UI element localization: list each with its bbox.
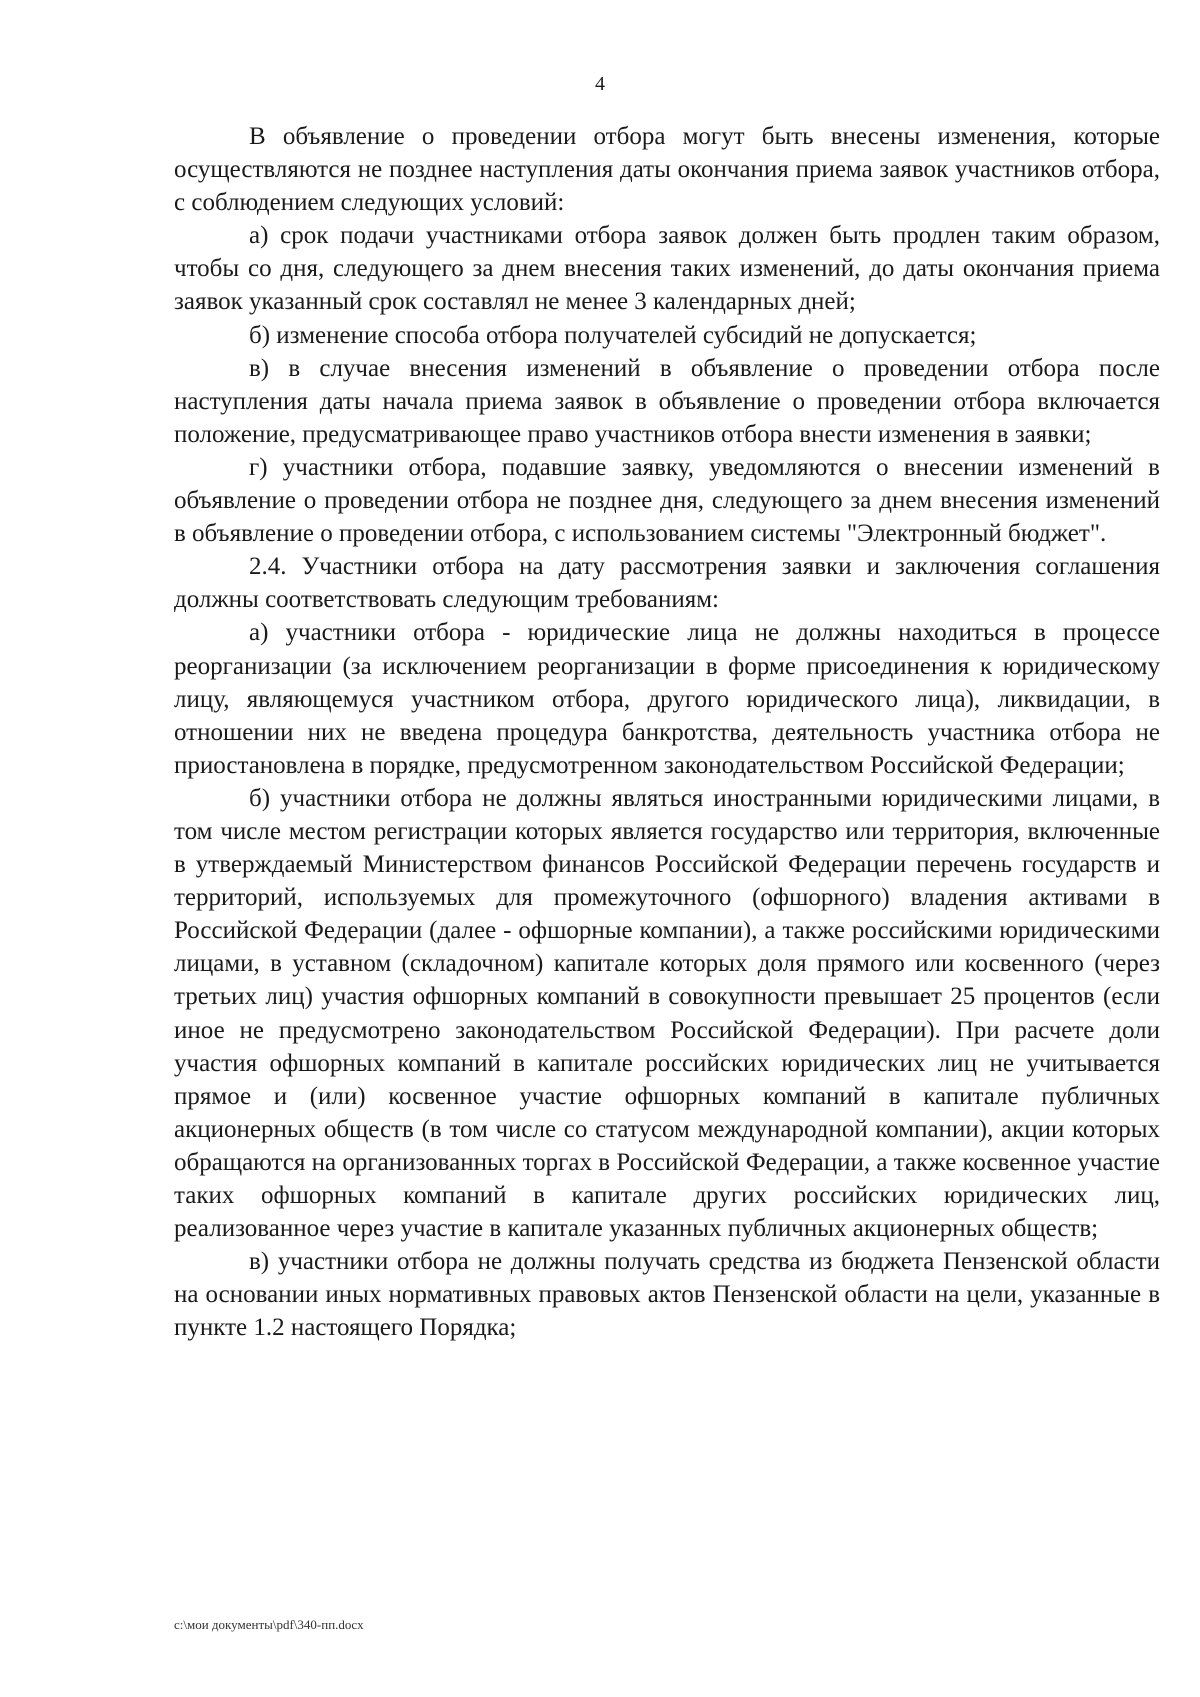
paragraph-requirement-a: а) участники отбора - юридические лица не должны находиться в процессе реорганизации (за исключением реорганизации в форме присоединения к юридическому лицу, являющемуся участником отбора, другого юридического лица), ликвидации, в отношении них не введена процедура банкротства, деятельность участника отбора не приостановлена в порядке, предусмотренном законодательством Российской Федерации; bbox=[174, 619, 1160, 779]
paragraph-requirement-b: б) участники отбора не должны являться иностранными юридическими лицами, в том числе местом регистрации которых является государство или территория, включенные в утверждаемый Министерством финансов Российской Федерации перечень государств и территорий, используемых для промежуточного (офшорного) владения активами в Российской Федерации (далее - офшорные компании), а также российскими юридическими лицами, в уставном (складочном) капитале которых доля прямого или косвенного (через третьих лиц) участия офшорных компаний в совокупности превышает 25 процентов (если иное не предусмотрено законодательством Российской Федерации). При расчете доли участия офшорных компаний в капитале российских юридических лиц не учитывается прямое и (или) косвенное участие офшорных компаний в капитале публичных акционерных обществ (в том числе со статусом международной компании), акции которых обращаются на организованных торгах в Российской Федерации, а также косвенное участие таких офшорных компаний в капитале других российских юридических лиц, реализованное через участие в капитале указанных публичных акционерных обществ; bbox=[174, 784, 1160, 1243]
page-number: 4 bbox=[595, 73, 605, 95]
document-body bbox=[174, 120, 1160, 1344]
paragraph-amendment-intro: В объявление о проведении отбора могут быть внесены изменения, которые осуществляются не позднее наступления даты окончания приема заявок участников отбора, с соблюдением следующих условий: bbox=[174, 123, 1160, 217]
paragraph-item-g-notification: г) участники отбора, подавшие заявку, уведомляются о внесении изменений в объявление о проведении отбора не позднее дня, следующего за днем внесения изменений в объявление о проведении отбора, с использованием системы "Электронный бюджет". bbox=[174, 453, 1160, 548]
paragraph-requirement-v: в) участники отбора не должны получать средства из бюджета Пензенской области на основании иных нормативных правовых актов Пензенской области на цели, указанные в пункте 1.2 настоящего Порядка; bbox=[174, 1248, 1160, 1342]
paragraph-section-2-4: 2.4. Участники отбора на дату рассмотрения заявки и заключения соглашения должны соответствовать следующим требованиям: bbox=[174, 553, 1160, 614]
paragraph-item-a-deadline: а) срок подачи участниками отбора заявок должен быть продлен таким образом, чтобы со дня, следующего за днем внесения таких изменений, до даты окончания приема заявок указанный срок составлял не менее 3 календарных дней; bbox=[174, 222, 1160, 316]
paragraph-item-b-method: б) изменение способа отбора получателей субсидий не допускается; bbox=[249, 321, 977, 349]
paragraph-item-v-changes: в) в случае внесения изменений в объявление о проведении отбора после наступления даты начала приема заявок в объявление о проведении отбора включается положение, предусматривающее право участников отбора внести изменения в заявки; bbox=[174, 354, 1160, 448]
footer-file-path: c:\мои документы\pdf\340-пп.docx bbox=[174, 1617, 364, 1632]
